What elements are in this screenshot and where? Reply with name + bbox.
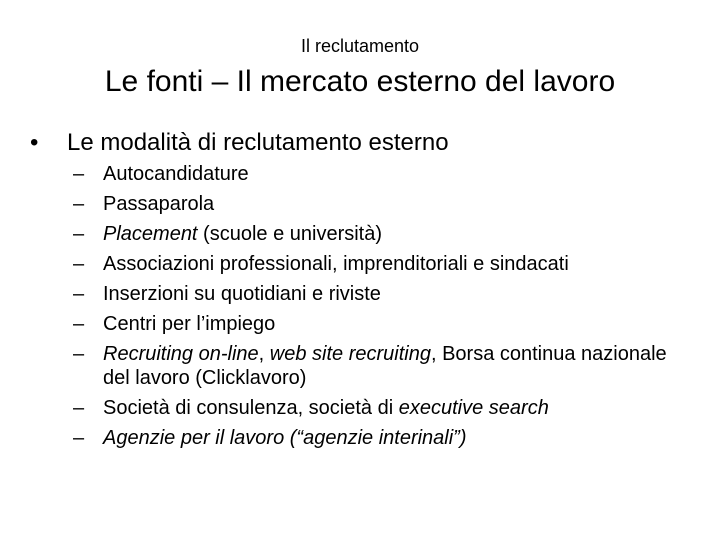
main-bullet-text: Le modalità di reclutamento esterno [67, 129, 449, 156]
list-item-text [103, 342, 673, 390]
dash-icon: – [73, 427, 85, 449]
text-run: (scuole e università) [197, 223, 383, 245]
list-item [73, 282, 673, 306]
dash-icon: – [73, 223, 85, 245]
text-run: web site recruiting [269, 343, 431, 365]
text-run: Società di consulenza, società di [103, 397, 399, 419]
dash-icon: – [73, 343, 85, 365]
text-run: , [258, 343, 270, 365]
subitem-list [73, 162, 673, 456]
dash-icon: – [73, 397, 85, 419]
text-run: executive search [398, 397, 549, 419]
list-item-text [103, 252, 673, 276]
text-run: Inserzioni su quotidiani e riviste [103, 283, 381, 305]
list-item-text [103, 162, 673, 186]
dash-icon: – [73, 253, 85, 275]
text-run: Agenzie per il lavoro (“agenzie interinali”) [103, 427, 467, 449]
dash-icon: – [73, 163, 85, 185]
list-item [73, 342, 673, 390]
main-bullet [30, 126, 449, 160]
list-item [73, 252, 673, 276]
list-item-text [103, 192, 673, 216]
dash-icon: – [73, 313, 85, 335]
bullet-icon: • [30, 129, 39, 156]
list-item-text [103, 426, 673, 450]
text-run: , Borsa continua nazionale del lavoro (Clicklavoro) [103, 343, 667, 389]
dash-icon: – [73, 193, 85, 215]
text-run: Autocandidature [103, 163, 249, 185]
dash-icon: – [73, 283, 85, 305]
list-item [73, 192, 673, 216]
text-run: Passaparola [103, 193, 215, 215]
list-item-text [103, 222, 673, 246]
list-item-text [103, 312, 673, 336]
list-item [73, 162, 673, 186]
slide-title: Le fonti – Il mercato esterno del lavoro [104, 65, 616, 98]
list-item [73, 426, 673, 450]
list-item [73, 222, 673, 246]
list-item-text [103, 282, 673, 306]
text-run: Associazioni professionali, imprenditoriali e sindacati [103, 253, 569, 275]
text-run: Recruiting on-line [103, 343, 259, 365]
list-item [73, 312, 673, 336]
text-run: Centri per l’impiego [103, 313, 276, 335]
text-run: Placement [103, 223, 198, 245]
slide-supertitle: Il reclutamento [300, 36, 420, 56]
list-item [73, 396, 673, 420]
list-item-text [103, 396, 673, 420]
